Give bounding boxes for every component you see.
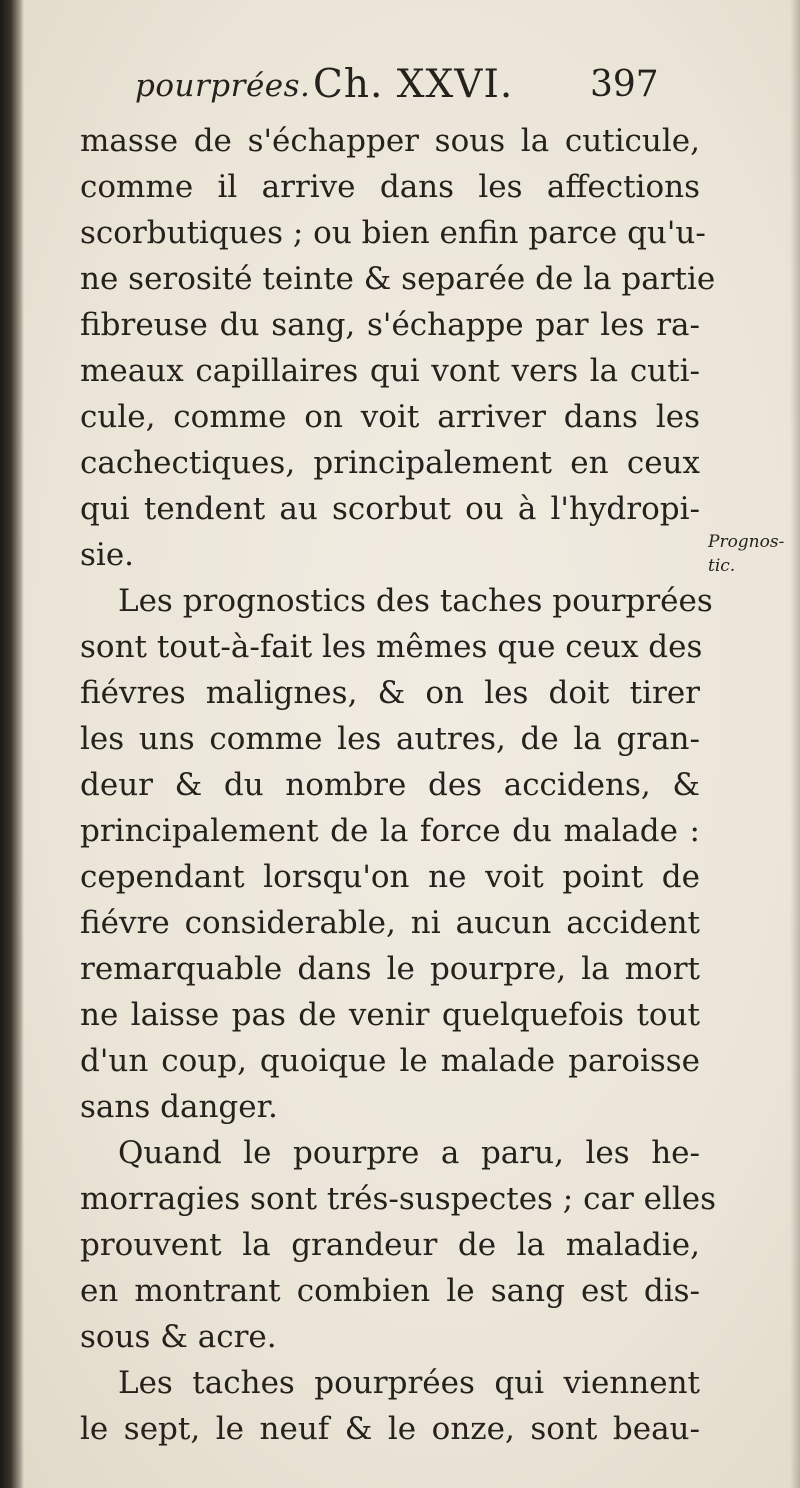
text-line: qui tendent au scorbut ou à l'hydropi-	[80, 491, 700, 527]
text-line: fibreuse du sang, s'échappe par les ra-	[80, 307, 700, 343]
page-edge-shadow	[790, 0, 800, 1488]
text-line: principalement de la force du malade :	[80, 813, 700, 849]
page-number: 397	[590, 64, 659, 105]
paragraph-start-line: Les taches pourprées qui viennent	[118, 1365, 700, 1401]
running-head: pourprées.	[135, 68, 311, 104]
text-line: sous & acre.	[80, 1319, 277, 1355]
text-line: meaux capillaires qui vont vers la cuti-	[80, 353, 700, 389]
paragraph-start-line: Les prognostics des taches pourprées	[118, 583, 713, 619]
text-line: le sept, le neuf & le onze, sont beau-	[80, 1411, 700, 1447]
text-line: morragies sont trés-suspectes ; car elles	[80, 1181, 717, 1217]
text-line: en montrant combien le sang est dis-	[80, 1273, 700, 1309]
text-line: cachectiques, principalement en ceux	[80, 445, 700, 481]
page-header	[135, 62, 695, 112]
text-line: d'un coup, quoique le malade paroisse	[80, 1043, 700, 1079]
text-line: prouvent la grandeur de la maladie,	[80, 1227, 700, 1263]
margin-note-line: tic.	[708, 556, 736, 576]
text-line: ne serosité teinte & separée de la partie	[80, 261, 716, 297]
paragraph-start-line: Quand le pourpre a paru, les he-	[118, 1135, 700, 1171]
text-line: cule, comme on voit arriver dans les	[80, 399, 700, 435]
text-line: masse de s'échapper sous la cuticule,	[80, 123, 700, 159]
text-line: cependant lorsqu'on ne voit point de	[80, 859, 700, 895]
binding-gutter	[0, 0, 24, 1488]
text-line: les uns comme les autres, de la gran-	[80, 721, 700, 757]
body-text	[80, 118, 717, 1452]
text-line: fiévres malignes, & on les doit tirer	[80, 675, 700, 711]
text-line: sont tout-à-fait les mêmes que ceux des	[80, 629, 703, 665]
margin-note-line: Prognos-	[708, 532, 785, 552]
text-line: scorbutiques ; ou bien enfin parce qu'u-	[80, 215, 706, 251]
text-line: deur & du nombre des accidens, &	[80, 767, 700, 803]
text-line: ne laisse pas de venir quelquefois tout	[80, 997, 700, 1033]
text-line: sie.	[80, 537, 135, 573]
margin-note	[708, 530, 798, 578]
text-line: remarquable dans le pourpre, la mort	[80, 951, 700, 987]
text-line: sans danger.	[80, 1089, 278, 1125]
chapter-heading: Ch. XXVI.	[313, 62, 514, 107]
text-line: fiévre considerable, ni aucun accident	[80, 905, 700, 941]
text-line: comme il arrive dans les affections	[80, 169, 700, 205]
